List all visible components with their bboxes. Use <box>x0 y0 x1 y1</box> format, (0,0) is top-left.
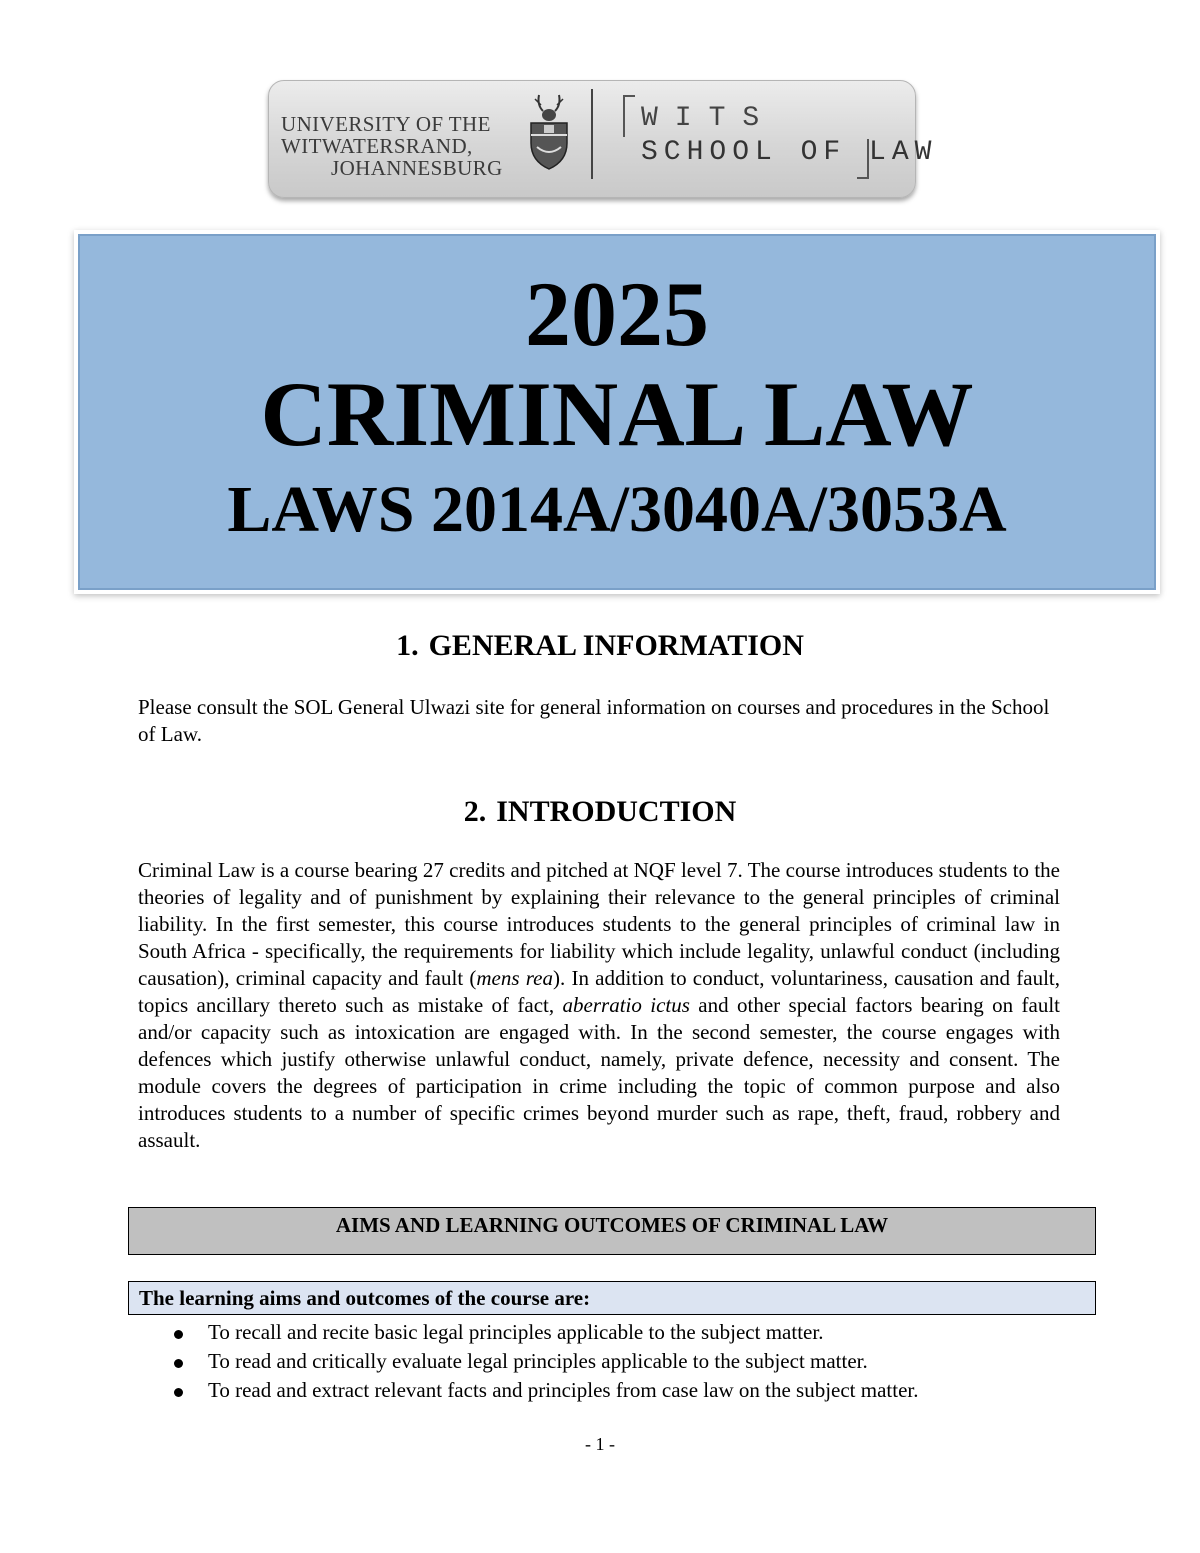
section-title: INTRODUCTION <box>496 795 737 828</box>
wits-wordmark: WITS <box>641 103 777 134</box>
list-item <box>170 1347 1070 1376</box>
bracket-left <box>623 95 635 137</box>
list-item-text: To read and critically evaluate legal principles applicable to the subject matter. <box>208 1349 868 1373</box>
course-title-box <box>78 234 1156 590</box>
section-number: 2. <box>463 795 487 828</box>
bullet-icon <box>174 1330 183 1339</box>
university-line-2: WITWATERSRAND, <box>281 134 473 158</box>
introduction-paragraph <box>138 857 1060 1154</box>
list-item-text: To read and extract relevant facts and principles from case law on the subject matter. <box>208 1378 919 1402</box>
list-item <box>170 1376 1070 1405</box>
logo-divider <box>591 89 593 179</box>
page-number: - 1 - <box>585 1434 615 1454</box>
list-item <box>170 1318 1070 1347</box>
intro-italic-mens-rea: mens rea <box>476 966 553 990</box>
bullet-icon <box>174 1359 183 1368</box>
title-year: 2025 <box>525 263 709 365</box>
aims-heading-box: AIMS AND LEARNING OUTCOMES OF CRIMINAL LAW <box>128 1207 1096 1255</box>
university-name <box>281 113 531 179</box>
general-information-paragraph: Please consult the SOL General Ulwazi site for general information on courses and procedures in the School of Law. <box>138 695 1050 746</box>
section-heading-general-information <box>0 628 1200 664</box>
section-heading-introduction <box>0 794 1200 830</box>
list-item-text: To recall and recite basic legal principles applicable to the subject matter. <box>208 1320 824 1344</box>
outcomes-subheading-box: The learning aims and outcomes of the course are: <box>128 1281 1096 1315</box>
intro-text-part-3: and other special factors bearing on fault and/or capacity such as intoxication are engaged with. In the second semester, the course engages with defences which justify otherwise unlawful conduct, namely, private defence, necessity and consent. The module covers the degrees of participation in crime including the topic of common purpose and also introduces students to a number of specific crimes beyond murder such as rape, theft, fraud, robbery and assault. <box>138 993 1060 1152</box>
university-line-1: UNIVERSITY OF THE <box>281 112 491 136</box>
university-crest-icon <box>525 91 573 171</box>
section-title: GENERAL INFORMATION <box>428 629 804 662</box>
intro-italic-aberratio-ictus: aberratio ictus <box>562 993 690 1017</box>
university-line-3: JOHANNESBURG <box>331 156 503 180</box>
outcomes-list <box>170 1318 1070 1405</box>
bullet-icon <box>174 1388 183 1397</box>
university-logo-banner <box>268 80 938 198</box>
section-number: 1. <box>396 629 419 662</box>
intro-text-part-2: ). In addition to conduct, voluntariness, causation and fault, topics ancillary thereto such as mistake of fact, <box>138 966 1060 1017</box>
school-of-law-wordmark: SCHOOL OF LAW <box>641 137 938 168</box>
title-course: CRIMINAL LAW <box>260 363 974 465</box>
intro-text-part-1: Criminal Law is a course bearing 27 credits and pitched at NQF level 7. The course introduces students to the theories of legality and of punishment by explaining their relevance to the general principles of criminal liability. In the first semester, this course introduces students to the general principles of criminal law in South Africa - specifically, the requirements for liability which include legality, unlawful conduct (including causation), criminal capacity and fault ( <box>138 858 1060 990</box>
title-course-codes: LAWS 2014A/3040A/3053A <box>227 473 1007 546</box>
